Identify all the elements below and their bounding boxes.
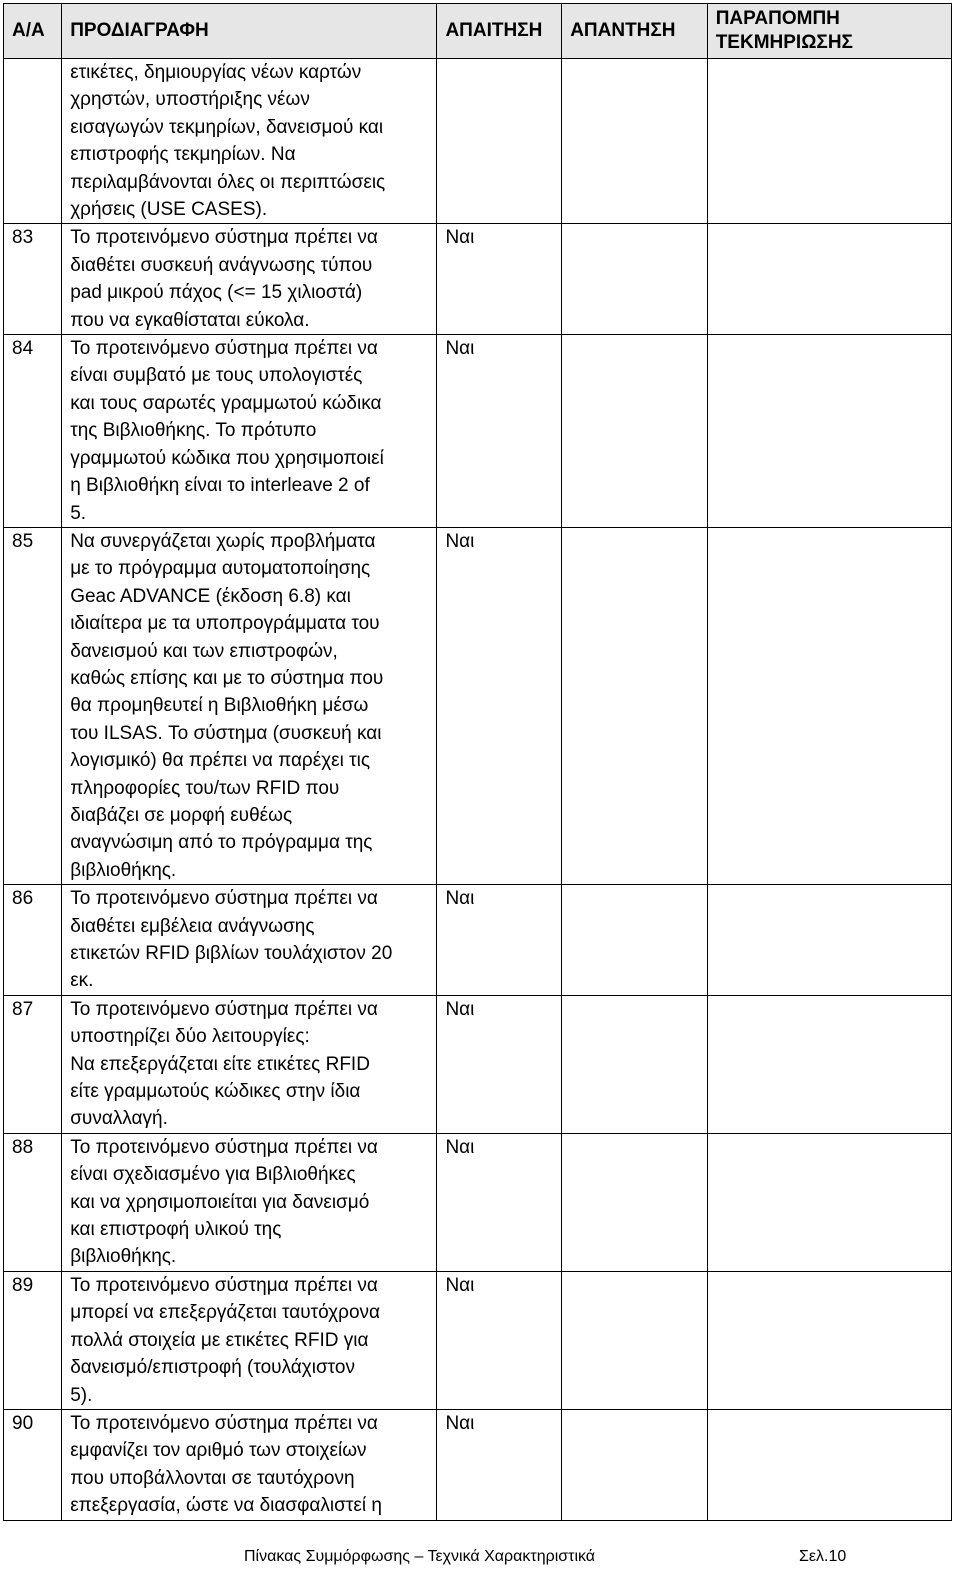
header-reference-line2: ΤΕΚΜΗΡΙΩΣΗΣ (715, 32, 853, 53)
spec-line: επιστροφής τεκμηρίων. Να (70, 144, 296, 166)
spec-line: αναγνώσιμη από το πρόγραμμα της (70, 832, 373, 854)
header-reference-line1: ΠΑΡΑΠΟΜΠΗ (715, 8, 840, 29)
answer-cell (562, 995, 708, 1133)
spec-text (62, 335, 437, 528)
spec-text (62, 224, 437, 335)
requirement-cell: Ναι (437, 224, 562, 335)
requirement-cell: Ναι (437, 335, 562, 528)
reference-cell (707, 335, 951, 528)
header-requirement: ΑΠΑΙΤΗΣΗ (437, 4, 562, 59)
reference-cell (707, 224, 951, 335)
requirement-cell: Ναι (437, 885, 562, 996)
header-answer: ΑΠΑΝΤΗΣΗ (562, 4, 708, 59)
row-number: 90 (4, 1409, 62, 1520)
spec-line: είναι σχεδιασμένο για Βιβλιοθήκες (70, 1164, 356, 1186)
table-row (4, 527, 952, 884)
spec-line: Το προτεινόμενο σύστημα πρέπει να (70, 1274, 378, 1296)
requirement-cell: Ναι (437, 1271, 562, 1409)
spec-line: ιδιαίτερα με τα υποπρογράμματα του (70, 613, 380, 635)
answer-cell (562, 527, 708, 884)
spec-line: πληροφορίες του/των RFID που (70, 777, 340, 799)
spec-line: και να χρησιμοποιείται για δανεισμό (70, 1191, 370, 1213)
spec-text (62, 1271, 437, 1409)
spec-line: καθώς επίσης και με το σύστημα που (70, 667, 384, 689)
compliance-table (3, 3, 952, 1521)
spec-line: είναι συμβατό με τους υπολογιστές (70, 365, 363, 387)
header-reference (707, 4, 951, 59)
page-number: Σελ.10 (799, 1548, 847, 1565)
answer-cell (562, 335, 708, 528)
spec-line: της Βιβλιοθήκης. Το πρότυπο (70, 420, 317, 442)
reference-cell (707, 527, 951, 884)
answer-cell (562, 1271, 708, 1409)
row-number: 89 (4, 1271, 62, 1409)
reference-cell (707, 1133, 951, 1271)
row-number (4, 59, 62, 224)
requirement-cell: Ναι (437, 527, 562, 884)
spec-line: Να συνεργάζεται χωρίς προβλήματα (70, 530, 376, 552)
spec-line: και επιστροφή υλικού της (70, 1219, 282, 1241)
spec-line: υποστηρίζει δύο λειτουργίες: (70, 1026, 310, 1048)
spec-line: Το προτεινόμενο σύστημα πρέπει να (70, 998, 378, 1020)
spec-line: δανεισμού και των επιστροφών, (70, 640, 338, 662)
spec-text (62, 995, 437, 1133)
spec-line: Το προτεινόμενο σύστημα πρέπει να (70, 227, 378, 249)
spec-text (62, 1133, 437, 1271)
reference-cell (707, 1271, 951, 1409)
answer-cell (562, 1133, 708, 1271)
spec-line: θα προμηθευτεί η Βιβλιοθήκη μέσω (70, 695, 369, 717)
table-row (4, 335, 952, 528)
spec-line: ετικέτες, δημιουργίας νέων καρτών (70, 62, 362, 83)
requirement-cell: Ναι (437, 1133, 562, 1271)
spec-line: μπορεί να επεξεργάζεται ταυτόχρονα (70, 1302, 380, 1324)
header-spec: ΠΡΟΔΙΑΓΡΑΦΗ (62, 4, 437, 59)
table-row (4, 59, 952, 224)
spec-line: βιβλιοθήκης. (70, 1246, 177, 1268)
spec-text (62, 527, 437, 884)
reference-cell (707, 1409, 951, 1520)
spec-line: χρήσεις (USE CASES). (70, 199, 268, 221)
requirement-cell: Ναι (437, 995, 562, 1133)
spec-line: λογισμικό) θα πρέπει να παρέχει τις (70, 750, 371, 772)
requirement-cell: Ναι (437, 1409, 562, 1520)
spec-text (62, 885, 437, 996)
spec-text (62, 1409, 437, 1520)
requirement-cell (437, 59, 562, 224)
spec-line: βιβλιοθήκης. (70, 859, 177, 881)
table-header-row (4, 4, 952, 59)
footer-title: Πίνακας Συμμόρφωσης – Τεχνικά Χαρακτηριστικά (244, 1548, 596, 1565)
spec-line: η Βιβλιοθήκη είναι το interleave 2 of (70, 475, 370, 497)
answer-cell (562, 885, 708, 996)
spec-line: συναλλαγή. (70, 1108, 168, 1130)
spec-line: περιλαμβάνονται όλες οι περιπτώσεις (70, 171, 386, 193)
spec-line: είτε γραμμωτούς κώδικες στην ίδια (70, 1081, 361, 1103)
spec-line: διαβάζει σε μορφή ευθέως (70, 804, 293, 826)
spec-line: χρηστών, υποστήριξης νέων (70, 89, 310, 111)
spec-line: του ILSAS. Το σύστημα (συσκευή και (70, 722, 382, 744)
row-number: 83 (4, 224, 62, 335)
spec-line: γραμμωτού κώδικα που χρησιμοποιεί (70, 447, 384, 469)
answer-cell (562, 224, 708, 335)
row-number: 85 (4, 527, 62, 884)
spec-line: 5. (70, 502, 87, 524)
spec-line: Geac ADVANCE (έκδοση 6.8) και (70, 585, 351, 607)
spec-line: εμφανίζει τον αριθμό των στοιχείων (70, 1440, 367, 1462)
spec-line: και τους σαρωτές γραμμωτού κώδικα (70, 392, 382, 414)
spec-line: που να εγκαθίσταται εύκολα. (70, 309, 310, 331)
spec-line: Να επεξεργάζεται είτε ετικέτες RFID (70, 1053, 370, 1075)
row-number: 88 (4, 1133, 62, 1271)
spec-line: που υποβάλλονται σε ταυτόχρονη (70, 1467, 355, 1489)
table-row (4, 224, 952, 335)
spec-line: διαθέτει συσκευή ανάγνωσης τύπου (70, 254, 373, 276)
header-no: Α/Α (4, 4, 62, 59)
spec-line: pad μικρού πάχος (<= 15 χιλιοστά) (70, 282, 363, 304)
spec-line: 5). (70, 1384, 93, 1406)
table-row (4, 995, 952, 1133)
table-row (4, 1409, 952, 1520)
reference-cell (707, 885, 951, 996)
spec-line: Το προτεινόμενο σύστημα πρέπει να (70, 888, 378, 910)
reference-cell (707, 59, 951, 224)
spec-line: Το προτεινόμενο σύστημα πρέπει να (70, 1136, 378, 1158)
row-number: 86 (4, 885, 62, 996)
spec-line: ετικετών RFID βιβλίων τουλάχιστον 20 (70, 943, 393, 964)
table-row (4, 1133, 952, 1271)
spec-line: εισαγωγών τεκμηρίων, δανεισμού και (70, 116, 384, 138)
row-number: 84 (4, 335, 62, 528)
spec-line: επεξεργασία, ώστε να διασφαλιστεί η (70, 1495, 382, 1517)
spec-line: διαθέτει εμβέλεια ανάγνωσης (70, 915, 315, 937)
spec-line: Το προτεινόμενο σύστημα πρέπει να (70, 1412, 378, 1434)
row-number: 87 (4, 995, 62, 1133)
spec-line: εκ. (70, 970, 94, 992)
spec-line: με το πρόγραμμα αυτοματοποίησης (70, 558, 371, 580)
spec-line: δανεισμό/επιστροφή (τουλάχιστον (70, 1357, 355, 1379)
spec-text (62, 59, 437, 224)
answer-cell (562, 59, 708, 224)
spec-line: πολλά στοιχεία με ετικέτες RFID για (70, 1329, 369, 1351)
table-row (4, 885, 952, 996)
table-row (4, 1271, 952, 1409)
answer-cell (562, 1409, 708, 1520)
reference-cell (707, 995, 951, 1133)
spec-line: Το προτεινόμενο σύστημα πρέπει να (70, 338, 378, 360)
